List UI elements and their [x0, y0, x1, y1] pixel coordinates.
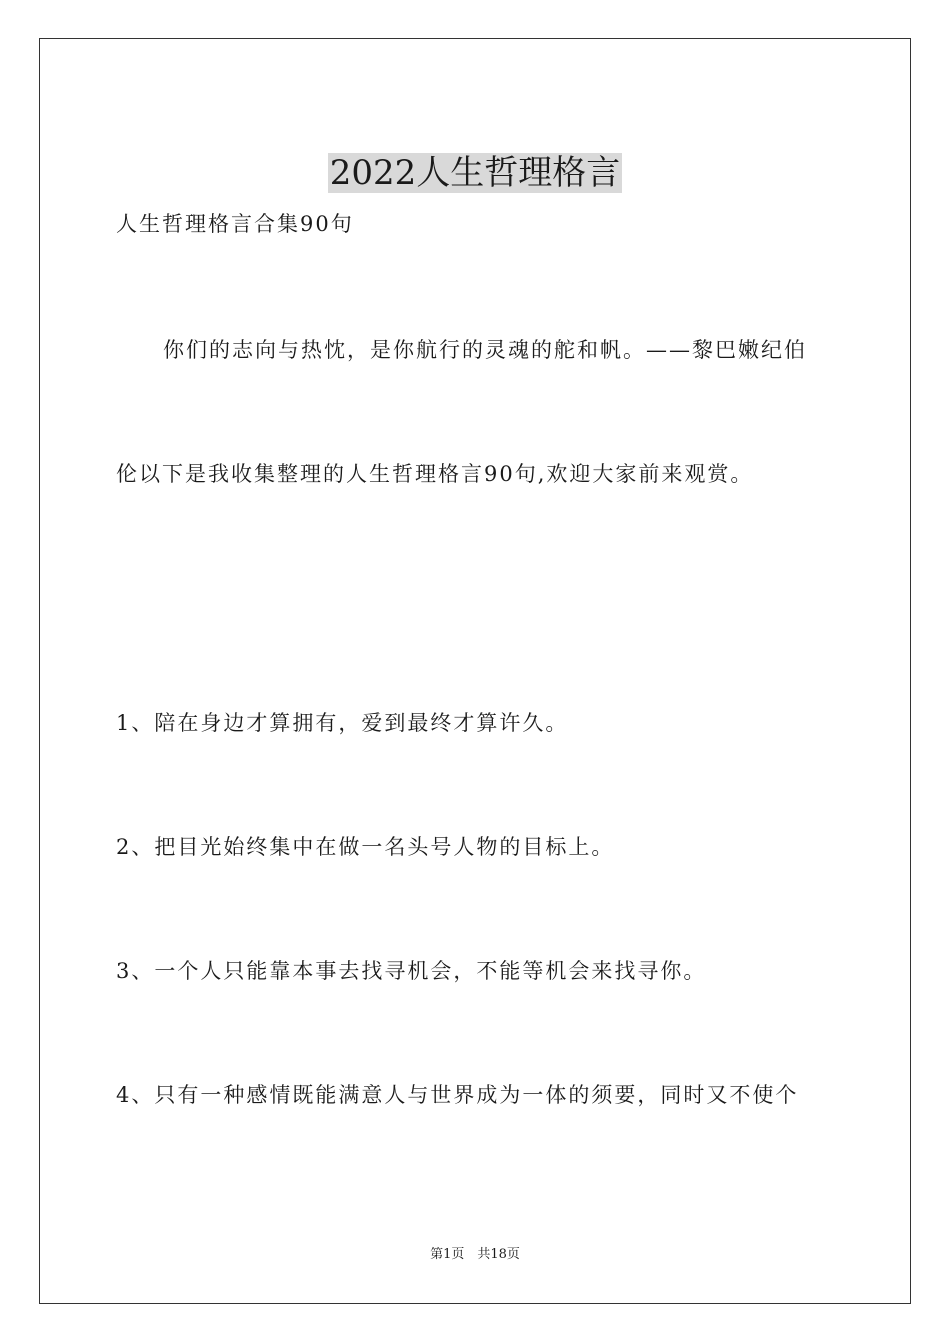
intro-paragraph-line-2: 伦以下是我收集整理的人生哲理格言90句,欢迎大家前来观赏。: [116, 462, 754, 486]
document-title: [0, 151, 950, 195]
page-footer: 第1页 共18页: [430, 1247, 520, 1262]
list-item: 4、只有一种感情既能满意人与世界成为一体的须要，同时又不使个: [116, 1083, 799, 1107]
list-item: 1、陪在身边才算拥有，爱到最终才算许久。: [116, 711, 569, 735]
intro-paragraph-line-1: 你们的志向与热忱，是你航行的灵魂的舵和帆。——黎巴嫩纪伯: [163, 338, 807, 362]
list-item: 2、把目光始终集中在做一名头号人物的目标上。: [116, 835, 615, 859]
subtitle: 人生哲理格言合集90句: [116, 212, 354, 236]
document-title-text: 2022人生哲理格言: [329, 152, 621, 193]
list-item: 3、一个人只能靠本事去找寻机会，不能等机会来找寻你。: [116, 959, 707, 983]
